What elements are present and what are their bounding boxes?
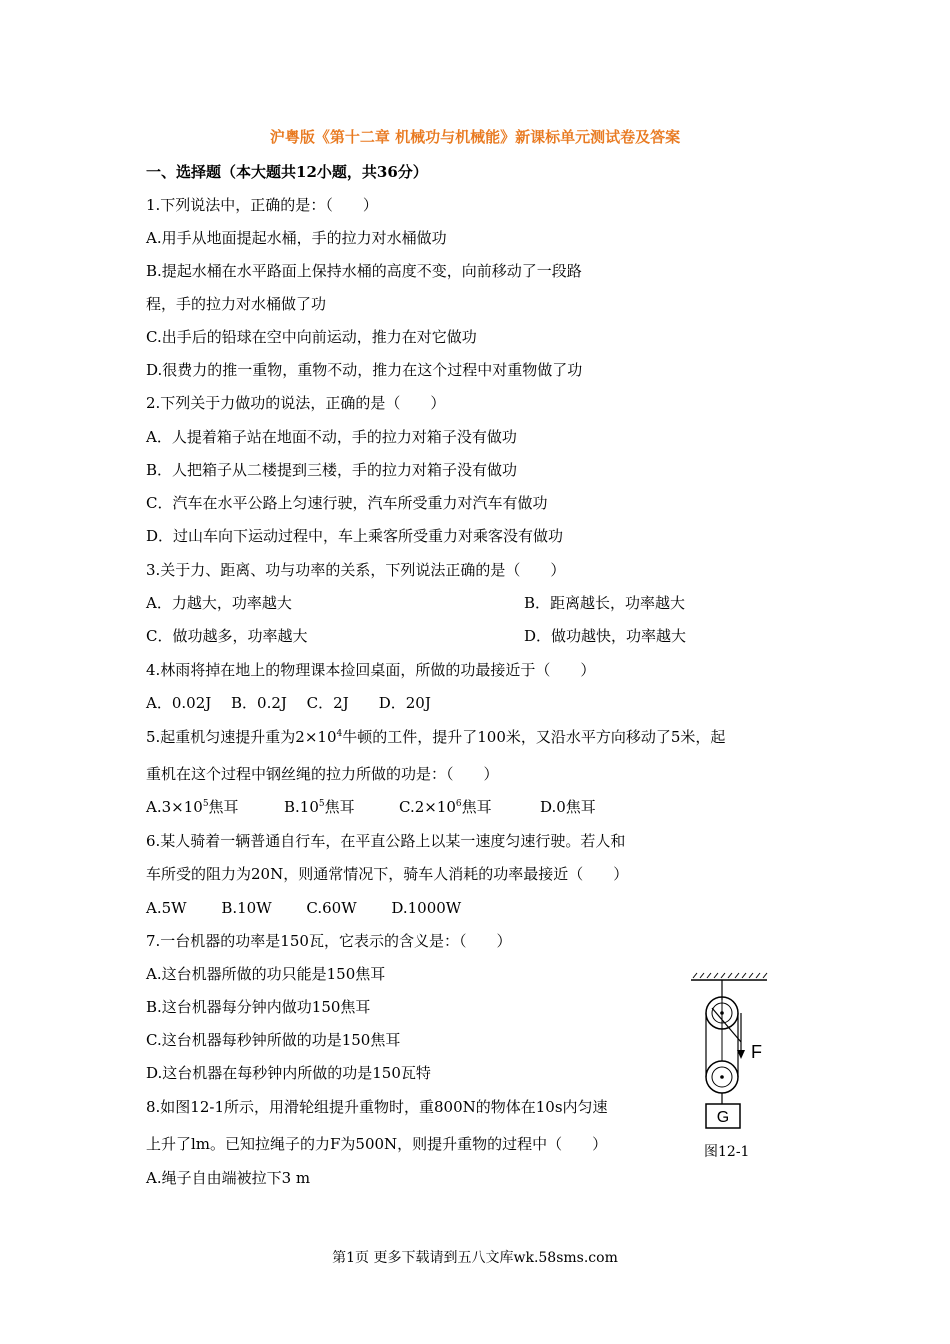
section-heading: 一、选择题（本大题共12小题，共36分） xyxy=(146,163,428,181)
exponent: 4 xyxy=(336,729,343,739)
option-line: A．0.02J B．0.2J C．2J D．20J xyxy=(146,694,431,712)
page-footer: 第1页 更多下载请到五八文库wk.58sms.com xyxy=(332,1250,618,1266)
question-line: 重机在这个过程中钢丝绳的拉力所做的功是：（ ） xyxy=(146,765,499,783)
question-line: 1.下列说法中，正确的是：（ ） xyxy=(146,196,378,214)
question-line: 上升了lm。已知拉绳子的力F为500N，则提升重物的过程中（ ） xyxy=(146,1135,608,1153)
question-line: 3.关于力、距离、功与功率的关系，下列说法正确的是（ ） xyxy=(146,561,566,579)
option-c: $C.2\times 10^6$焦耳 xyxy=(399,798,492,816)
option-line: C.这台机器每秒钟所做的功是150焦耳 xyxy=(146,1031,401,1049)
option-a: $A.3\times 10^5$焦耳 xyxy=(146,798,239,816)
question-line: 车所受的阻力为20N，则通常情况下，骑车人消耗的功率最接近（ ） xyxy=(146,865,629,883)
q5-text: 牛顿的工件，提升了100米，又沿水平方向移动了5米，起 xyxy=(342,728,726,746)
question-line xyxy=(146,726,725,747)
figure-caption: 图12-1 xyxy=(704,1144,750,1160)
option-line: B.提起水桶在水平路面上保持水桶的高度不变，向前移动了一段路 xyxy=(146,262,582,280)
option-row xyxy=(146,592,686,613)
option-d: D．做功越快，功率越大 xyxy=(524,627,687,645)
option-line: B．人把箱子从二楼提到三楼，手的拉力对箱子没有做功 xyxy=(146,461,518,479)
option-row xyxy=(146,796,596,817)
option-c: C．做功越多，功率越大 xyxy=(146,627,308,645)
question-line: 7.一台机器的功率是150瓦，它表示的含义是：（ ） xyxy=(146,932,512,950)
question-line: 4.林雨将掉在地上的物理课本捡回桌面，所做的功最接近于（ ） xyxy=(146,661,596,679)
question-line: 2.下列关于力做功的说法，正确的是（ ） xyxy=(146,394,446,412)
question-line: 6.某人骑着一辆普通自行车，在平直公路上以某一速度匀速行驶。若人和 xyxy=(146,832,626,850)
option-line: A.5W B.10W C.60W D.1000W xyxy=(146,899,462,917)
question-line: 8.如图12-1所示，用滑轮组提升重物时，重800N的物体在10s内匀速 xyxy=(146,1098,608,1116)
force-label: F xyxy=(751,1042,762,1062)
option-line: D.这台机器在每秒钟内所做的功是150瓦特 xyxy=(146,1064,431,1082)
option-d: D.0焦耳 xyxy=(540,798,596,816)
document-title: 沪粤版《第十二章 机械功与机械能》新课标单元测试卷及答案 xyxy=(269,128,681,146)
option-line: 程，手的拉力对水桶做了功 xyxy=(146,295,327,313)
rope xyxy=(712,1008,741,1042)
option-line: A．人提着箱子站在地面不动，手的拉力对箱子没有做功 xyxy=(146,428,517,446)
option-a: A．力越大，功率越大 xyxy=(146,594,292,612)
option-b: $B.10^5$焦耳 xyxy=(284,798,355,816)
pulley-diagram xyxy=(685,970,775,1135)
weight-label: G xyxy=(716,1109,730,1126)
ceiling-hatch xyxy=(693,973,767,978)
option-line: D.很费力的推一重物，重物不动，推力在这个过程中对重物做了功 xyxy=(146,361,583,379)
option-line: D．过山车向下运动过程中，车上乘客所受重力对乘客没有做功 xyxy=(146,527,564,545)
option-line: C．汽车在水平公路上匀速行驶，汽车所受重力对汽车有做功 xyxy=(146,494,548,512)
option-line: A.绳子自由端被拉下3 m xyxy=(146,1169,311,1187)
option-row xyxy=(146,625,687,646)
option-line: A.这台机器所做的功只能是150焦耳 xyxy=(146,965,386,983)
option-line: A.用手从地面提起水桶，手的拉力对水桶做功 xyxy=(146,229,447,247)
option-line: C.出手后的铅球在空中向前运动，推力在对它做功 xyxy=(146,328,477,346)
q5-text: 5.起重机匀速提升重为2×10 xyxy=(146,728,337,746)
option-b: B．距离越长，功率越大 xyxy=(524,594,686,612)
option-line: B.这台机器每分钟内做功150焦耳 xyxy=(146,998,371,1016)
